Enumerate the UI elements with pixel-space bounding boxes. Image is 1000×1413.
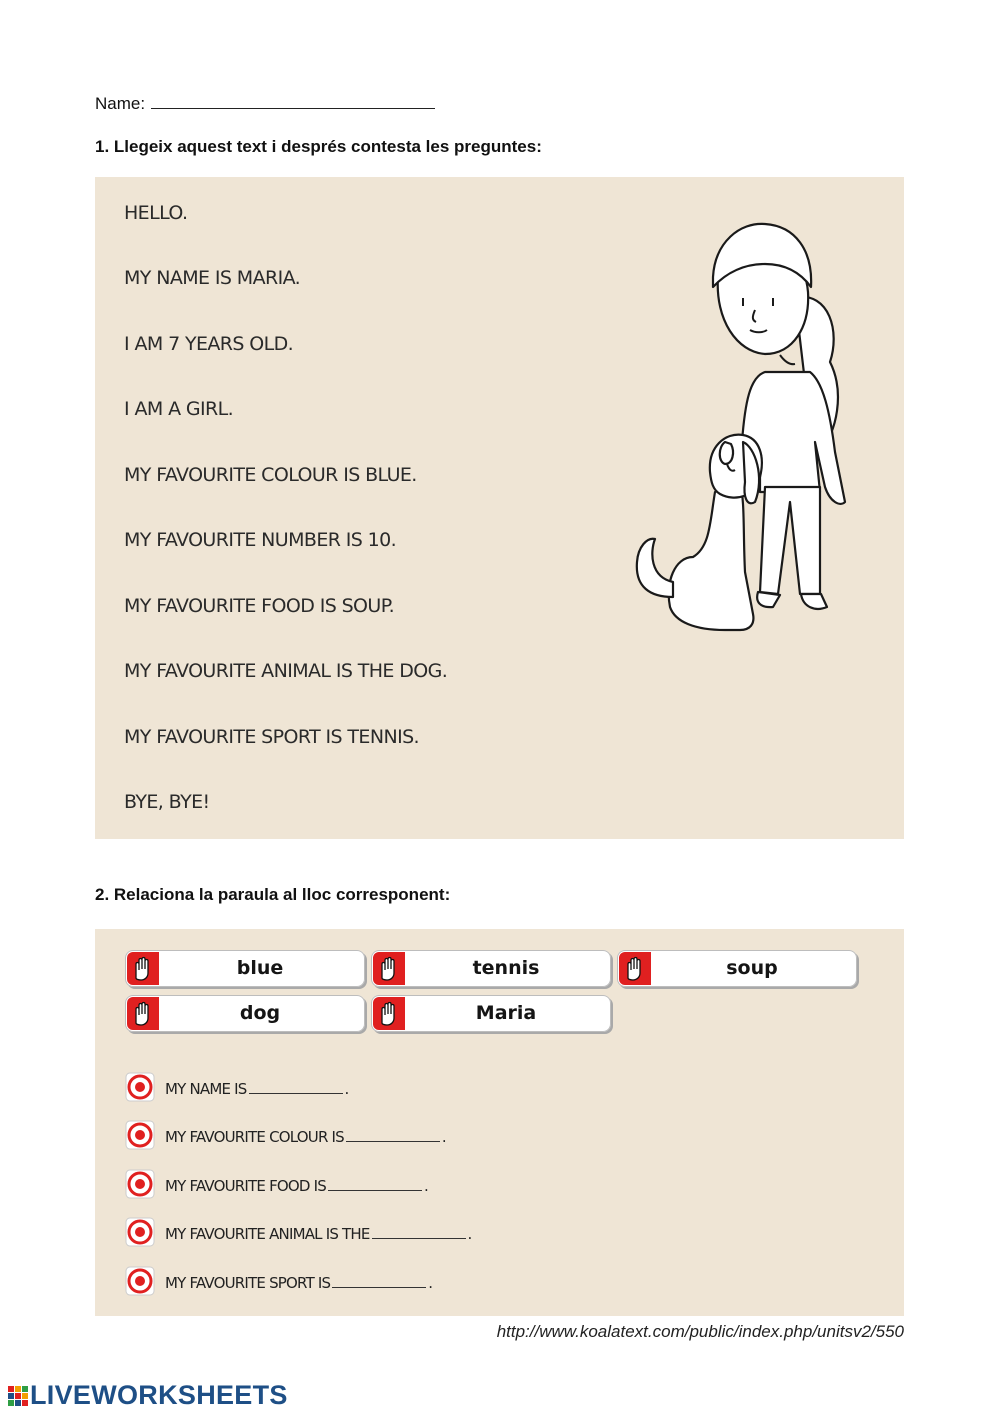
target-icon[interactable] [125,1217,155,1247]
source-url[interactable]: http://www.koalatext.com/public/index.php/unitsv2/550 [496,1322,904,1341]
word-chip-label: Maria [475,1002,537,1024]
word-chip-blue[interactable] [125,950,365,987]
word-chip-label: blue [236,957,284,979]
name-field [95,94,435,114]
sentence-text: MY FAVOURITE SPORT IS [165,1274,331,1292]
answer-gap[interactable] [372,1226,466,1239]
reading-line: MY FAVOURITE COLOUR IS BLUE. [124,464,417,486]
name-blank[interactable] [151,94,435,109]
reading-line: I AM A GIRL. [124,398,234,420]
sentence-text: MY FAVOURITE FOOD IS [165,1177,326,1195]
target-icon[interactable] [125,1169,155,1199]
reading-line: MY FAVOURITE FOOD IS SOUP. [124,595,395,617]
hand-icon [127,952,159,985]
word-chip-label: tennis [472,957,540,979]
word-chip-label: dog [239,1002,281,1024]
sentence-end: . [428,1274,433,1292]
answer-gap[interactable] [332,1275,426,1288]
word-chip-dog[interactable] [125,995,365,1032]
sentence-end: . [423,1177,428,1195]
girl-and-dog-illustration [615,202,865,652]
question-2-heading: 2. Relaciona la paraula al lloc corresponent: [95,885,451,904]
word-chip-maria[interactable] [371,995,611,1032]
sentence-end: . [344,1080,349,1098]
sentence-end: . [441,1128,446,1146]
reading-line: MY FAVOURITE NUMBER IS 10. [124,529,397,551]
answer-gap[interactable] [328,1178,422,1191]
word-chip-soup[interactable] [617,950,857,987]
reading-line: MY FAVOURITE ANIMAL IS THE DOG. [124,660,448,682]
hand-icon [127,997,159,1030]
reading-line: BYE, BYE! [124,791,210,813]
matching-panel [95,929,904,1316]
reading-line: HELLO. [124,202,188,224]
hand-icon [373,952,405,985]
question-1-heading: 1. Llegeix aquest text i després contesta les preguntes: [95,137,542,156]
hand-icon [619,952,651,985]
answer-gap[interactable] [249,1081,343,1094]
reading-line: MY FAVOURITE SPORT IS TENNIS. [124,726,419,748]
target-icon[interactable] [125,1120,155,1150]
sentence-text: MY NAME IS [165,1080,247,1098]
reading-line: MY NAME IS MARIA. [124,267,301,289]
target-icon[interactable] [125,1266,155,1296]
sentence-text: MY FAVOURITE COLOUR IS [165,1128,344,1146]
brand-name: LIVEWORKSHEETS [30,1380,288,1410]
target-icon[interactable] [125,1072,155,1102]
reading-panel [95,177,904,839]
word-chip-tennis[interactable] [371,950,611,987]
sentence-text: MY FAVOURITE ANIMAL IS THE [165,1225,370,1243]
word-chip-label: soup [726,957,778,979]
reading-line: I AM 7 YEARS OLD. [124,333,294,355]
hand-icon [373,997,405,1030]
name-label: Name: [95,94,146,113]
sentence-end: . [467,1225,472,1243]
liveworksheets-grid-icon [8,1386,28,1406]
answer-gap[interactable] [346,1129,440,1142]
